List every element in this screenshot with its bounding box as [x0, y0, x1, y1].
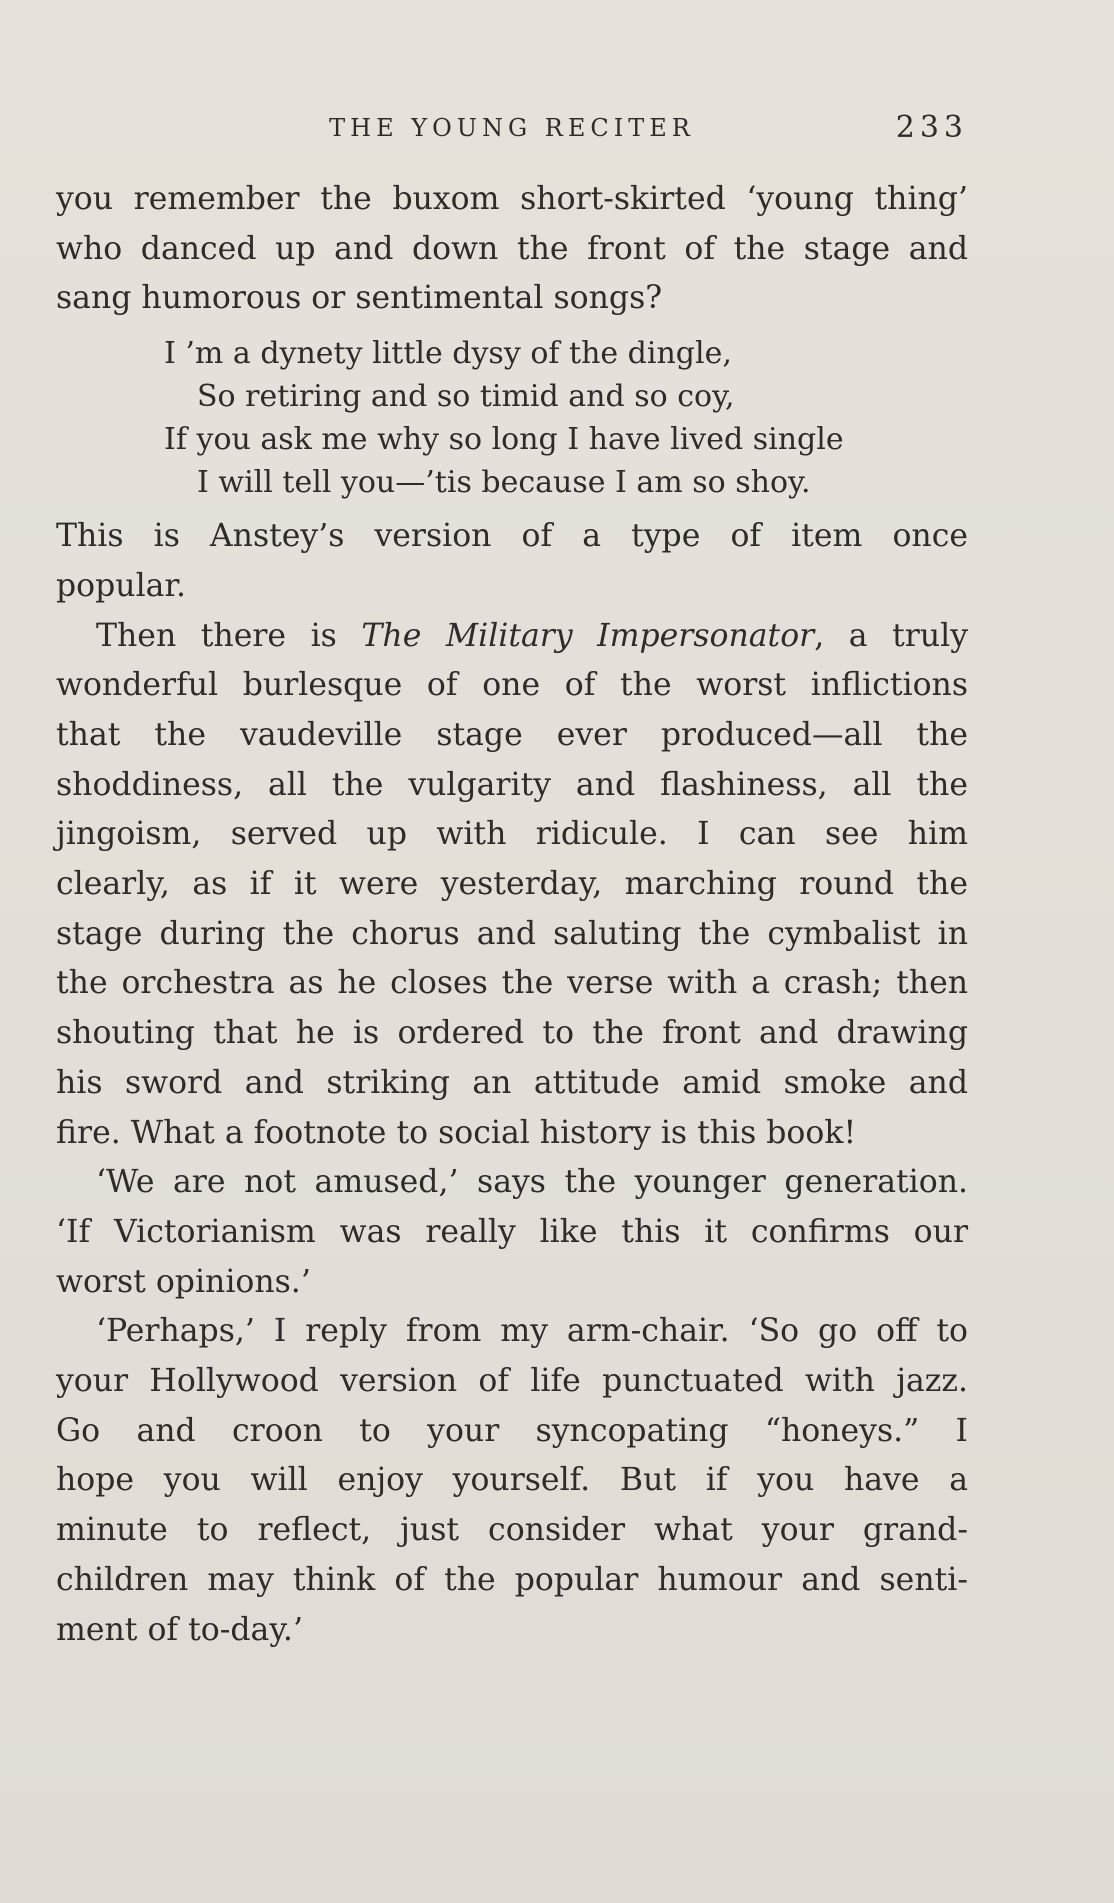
- paragraph-4: [56, 1158, 968, 1307]
- verse-line: If you ask me why so long I have lived single: [164, 422, 844, 458]
- text-line: shoddiness, all the vulgarity and flashiness, all the: [56, 766, 968, 803]
- text-line: minute to reflect, just consider what your grand-: [56, 1512, 968, 1549]
- text-line: Go and croon to your syncopating “honeys.” I: [56, 1412, 968, 1449]
- paragraph-3: [56, 612, 968, 1159]
- text-line: clearly, as if it were yesterday, marching round the: [56, 866, 968, 903]
- verse-line: I will tell you—’tis because I am so shoy.: [197, 465, 811, 501]
- text-line: ‘Perhaps,’ I reply from my arm-chair. ‘So go off to: [96, 1313, 968, 1350]
- text-line: popular.: [56, 567, 187, 604]
- text-line: his sword and striking an attitude amid smoke and: [56, 1064, 968, 1101]
- text-line: hope you will enjoy yourself. But if you have a: [56, 1462, 968, 1499]
- text-line: the orchestra as he closes the verse with a crash; then: [56, 965, 968, 1002]
- text-line: fire. What a footnote to social history is this book!: [56, 1114, 857, 1151]
- running-title: THE YOUNG RECITER: [329, 114, 695, 142]
- text-line: [56, 612, 968, 662]
- text-line: you remember the buxom short-skirted ‘young thing’: [56, 181, 968, 217]
- text-line: jingoism, served up with ridicule. I can see him: [56, 816, 968, 853]
- text-line: your Hollywood version of life punctuated with jazz.: [56, 1363, 968, 1400]
- body-text: [56, 175, 968, 1655]
- text-fragment: Then there is: [96, 617, 362, 654]
- book-title: The Military Impersonator: [361, 617, 815, 654]
- paragraph-1: [56, 175, 968, 324]
- text-line: This is Anstey’s version of a type of item once: [56, 518, 968, 555]
- running-head: [56, 108, 968, 148]
- text-line: stage during the chorus and saluting the cymbalist in: [56, 915, 968, 952]
- text-fragment: , a truly: [814, 617, 969, 654]
- text-line: worst opinions.’: [56, 1263, 311, 1300]
- text-line: who danced up and down the front of the stage and: [56, 230, 968, 267]
- text-line: ment of to-day.’: [56, 1611, 303, 1648]
- text-line: children may think of the popular humour and senti-: [56, 1561, 968, 1598]
- text-line: sang humorous or sentimental songs?: [56, 280, 663, 317]
- text-line: that the vaudeville stage ever produced—all the: [56, 716, 968, 753]
- text-line: wonderful burlesque of one of the worst inflictions: [56, 667, 968, 704]
- page-number: 233: [895, 110, 968, 145]
- paragraph-2: [56, 512, 968, 611]
- verse-quote: [56, 332, 968, 504]
- text-line: ‘We are not amused,’ says the younger generation.: [96, 1164, 968, 1201]
- paragraph-5: [56, 1307, 968, 1655]
- verse-line: I ’m a dynety little dysy of the dingle,: [164, 336, 732, 372]
- text-line: ‘If Victorianism was really like this it confirms our: [56, 1213, 968, 1250]
- verse-line: So retiring and so timid and so coy,: [197, 379, 735, 415]
- text-line: shouting that he is ordered to the front and drawing: [56, 1015, 968, 1052]
